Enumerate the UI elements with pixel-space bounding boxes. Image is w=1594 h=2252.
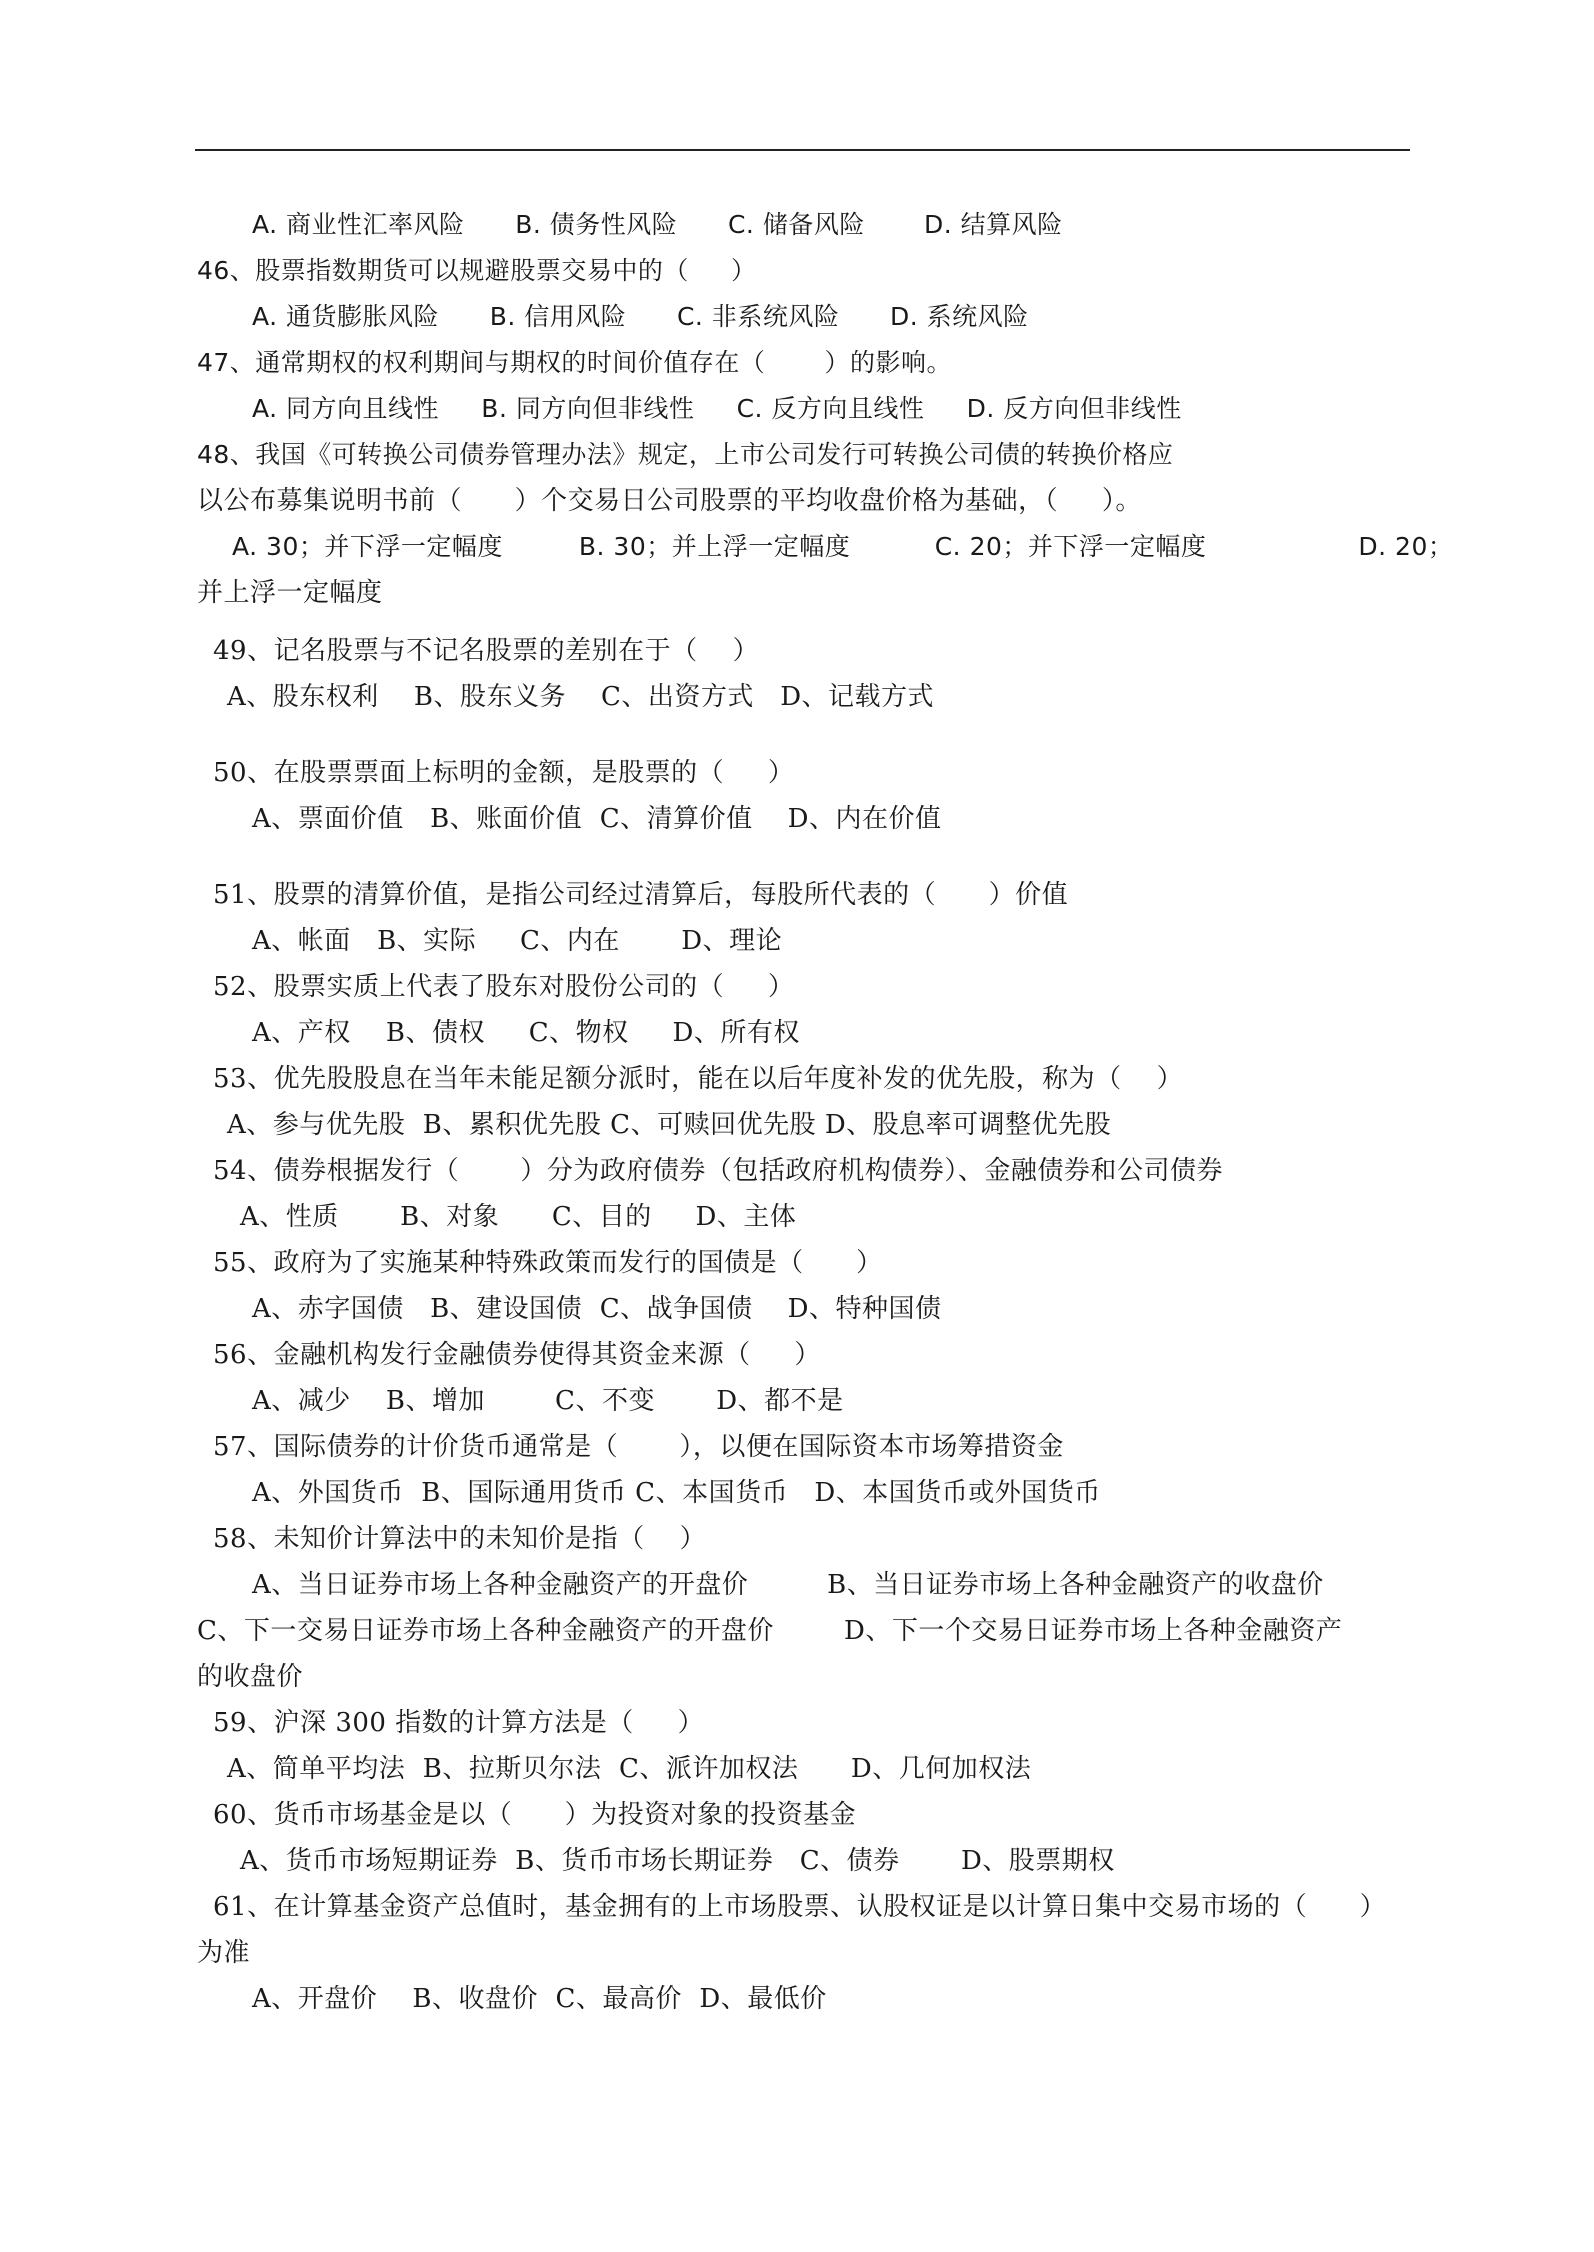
q58-question: 58、未知价计算法中的未知价是指（ ） (213, 1524, 707, 1554)
q45-options: A. 商业性汇率风险 B. 债务性风险 C. 储备风险 D. 结算风险 (252, 210, 1063, 239)
q46-options: A. 通货膨胀风险 B. 信用风险 C. 非系统风险 D. 系统风险 (252, 302, 1029, 331)
q57-question: 57、国际债券的计价货币通常是（ ），以便在国际资本市场筹措资金 (213, 1432, 1064, 1462)
q61-question-cont: 为准 (197, 1938, 251, 1968)
q47-options: A. 同方向且线性 B. 同方向但非线性 C. 反方向且线性 D. 反方向但非线性 (252, 394, 1182, 423)
q48-question: 48、我国《可转换公司债券管理办法》规定，上市公司发行可转换公司债的转换价格应 (197, 440, 1174, 469)
q58-options-ab: A、当日证券市场上各种金融资产的开盘价 B、当日证券市场上各种金融资产的收盘价 (252, 1570, 1324, 1600)
q58-options-cd: C、下一交易日证券市场上各种金融资产的开盘价 D、下一个交易日证券市场上各种金融资产 (197, 1616, 1343, 1646)
q55-question: 55、政府为了实施某种特殊政策而发行的国债是（ ） (213, 1248, 883, 1278)
q60-options: A、货币市场短期证券 B、货币市场长期证券 C、债券 D、股票期权 (240, 1846, 1115, 1876)
q48-question-cont: 以公布募集说明书前（ ）个交易日公司股票的平均收盘价格为基础，（ ）。 (197, 486, 1142, 516)
q58-options-cont: 的收盘价 (197, 1662, 304, 1692)
q46-question: 46、股票指数期货可以规避股票交易中的（ ） (197, 256, 757, 285)
q61-options: A、开盘价 B、收盘价 C、最高价 D、最低价 (252, 1984, 827, 2014)
q54-options: A、性质 B、对象 C、目的 D、主体 (240, 1202, 797, 1232)
q59-options: A、简单平均法 B、拉斯贝尔法 C、派许加权法 D、几何加权法 (227, 1754, 1032, 1784)
q49-options: A、股东权利 B、股东义务 C、出资方式 D、记载方式 (227, 682, 935, 712)
q51-question: 51、股票的清算价值，是指公司经过清算后，每股所代表的（ ）价值 (213, 880, 1069, 910)
header-rule (195, 149, 1410, 151)
q52-options: A、产权 B、债权 C、物权 D、所有权 (252, 1018, 800, 1048)
q48-options-cont: 并上浮一定幅度 (197, 578, 383, 608)
q56-options: A、减少 B、增加 C、不变 D、都不是 (252, 1386, 844, 1416)
q48-options: A. 30；并下浮一定幅度 B. 30；并上浮一定幅度 C. 20；并下浮一定幅度 D. 20； (232, 532, 1454, 561)
q50-question: 50、在股票票面上标明的金额，是股票的（ ） (213, 758, 795, 788)
q60-question: 60、货币市场基金是以（ ）为投资对象的投资基金 (213, 1800, 857, 1830)
q53-options: A、参与优先股 B、累积优先股 C、可赎回优先股 D、股息率可调整优先股 (227, 1110, 1112, 1140)
q55-options: A、赤字国债 B、建设国债 C、战争国债 D、特种国债 (252, 1294, 942, 1324)
q50-options: A、票面价值 B、账面价值 C、清算价值 D、内在价值 (252, 804, 942, 834)
q49-question: 49、记名股票与不记名股票的差别在于（ ） (213, 636, 760, 666)
q47-question: 47、通常期权的权利期间与期权的时间价值存在（ ）的影响。 (197, 348, 952, 377)
q61-question: 61、在计算基金资产总值时，基金拥有的上市场股票、认股权证是以计算日集中交易市场的（ ） (213, 1892, 1387, 1922)
q52-question: 52、股票实质上代表了股东对股份公司的（ ） (213, 972, 795, 1002)
q57-options: A、外国货币 B、国际通用货币 C、本国货币 D、本国货币或外国货币 (252, 1478, 1101, 1508)
q54-question: 54、债券根据发行（ ）分为政府债券（包括政府机构债券）、金融债券和公司债券 (213, 1156, 1223, 1186)
q56-question: 56、金融机构发行金融债券使得其资金来源（ ） (213, 1340, 821, 1370)
q59-question: 59、沪深 300 指数的计算方法是（ ） (213, 1708, 705, 1738)
q51-options: A、帐面 B、实际 C、内在 D、理论 (252, 926, 783, 956)
q53-question: 53、优先股股息在当年未能足额分派时，能在以后年度补发的优先股，称为（ ） (213, 1064, 1184, 1094)
